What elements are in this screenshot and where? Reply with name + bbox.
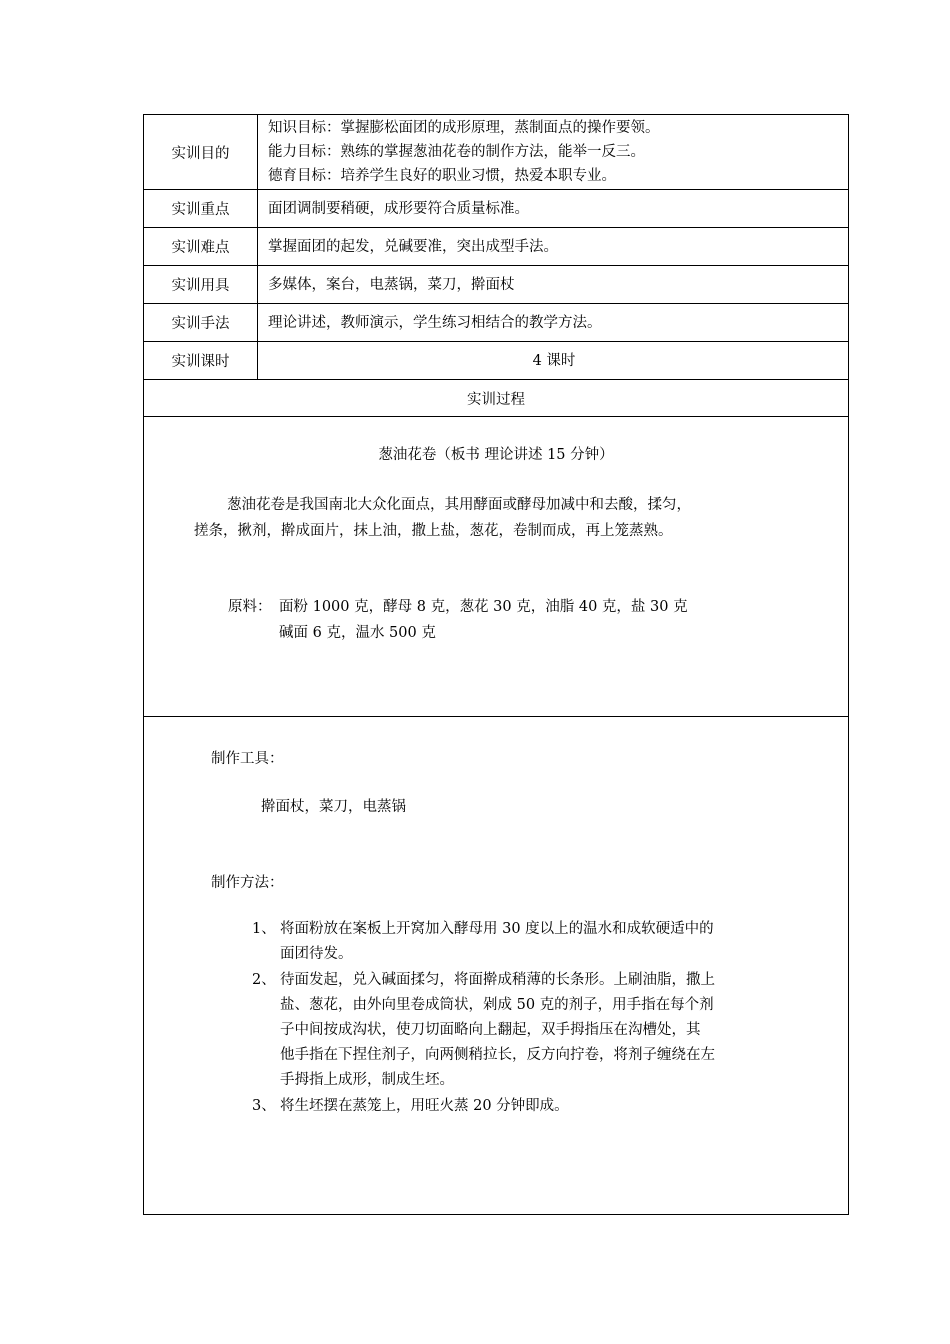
ingredients-label: 原料： [228,599,272,615]
step-number: 1、 [252,921,276,937]
row-value [258,228,848,265]
row-value [258,304,848,341]
tools-heading: 制作工具： [211,751,284,767]
step-number: 3、 [252,1098,276,1114]
objective-moral: 德育目标：培养学生良好的职业习惯，热爱本职专业。 [268,168,616,184]
step-line: 他手指在下捏住剂子，向两侧稍拉长，反方向拧卷，将剂子缠绕在左 [280,1047,715,1063]
step-line: 子中间按成沟状，使刀切面略向上翻起，双手拇指压在沟槽处，其 [280,1022,701,1038]
row-hours [144,342,848,380]
theory-section [144,417,848,717]
process-header: 实训过程 [144,380,848,417]
row-label: 实训课时 [144,342,258,379]
step-line: 将生坯摆在蒸笼上，用旺火蒸 20 分钟即成。 [280,1098,569,1114]
step-line: 将面粉放在案板上开窝加入酵母用 30 度以上的温水和成软硬适中的 [280,921,714,937]
procedure-section [144,717,848,1215]
row-label: 实训难点 [144,228,258,265]
row-text: 面团调制要稍硬，成形要符合质量标准。 [268,200,529,217]
row-value [258,190,848,227]
objective-ability: 能力目标：熟练的掌握葱油花卷的制作方法，能举一反三。 [268,144,645,160]
row-text: 4 课时 [532,352,576,369]
row-key-points [144,190,848,228]
intro-line: 搓条，揪剂，擀成面片，抹上油，撒上盐，葱花，卷制而成，再上笼蒸熟。 [194,523,673,539]
objective-knowledge: 知识目标：掌握膨松面团的成形原理，蒸制面点的操作要领。 [268,120,660,136]
row-value [258,115,848,189]
row-value [258,266,848,303]
row-label: 实训重点 [144,190,258,227]
row-difficulties [144,228,848,266]
row-label: 实训目的 [144,115,258,189]
row-text: 理论讲述，教师演示，学生练习相结合的教学方法。 [268,314,602,331]
tools-list: 擀面杖，菜刀，电蒸锅 [261,799,406,815]
row-text: 掌握面团的起发，兑碱要准，突出成型手法。 [268,238,558,255]
row-value [258,342,848,379]
intro-line: 葱油花卷是我国南北大众化面点，其用酵面或酵母加减中和去酸，揉匀， [227,497,691,513]
row-label: 实训手法 [144,304,258,341]
step-line: 待面发起，兑入碱面揉匀，将面擀成稍薄的长条形。上刷油脂，撒上 [280,972,715,988]
step-line: 盐、葱花，由外向里卷成筒状，剁成 50 克的剂子，用手指在每个剂 [280,997,714,1013]
section-title: 葱油花卷（板书 理论讲述 15 分钟） [378,447,614,463]
ingredients-line: 碱面 6 克，温水 500 克 [279,625,436,641]
method-heading: 制作方法： [211,875,284,891]
row-text: 多媒体，案台，电蒸锅，菜刀，擀面杖 [268,276,515,293]
step-number: 2、 [252,972,276,988]
lesson-plan-table [143,114,849,1215]
step-line: 面团待发。 [280,946,353,962]
row-label: 实训用具 [144,266,258,303]
row-tools [144,266,848,304]
step-line: 手拇指上成形，制成生坯。 [280,1072,454,1088]
ingredients-line: 面粉 1000 克，酵母 8 克，葱花 30 克，油脂 40 克，盐 30 克 [279,599,688,615]
row-objective [144,115,848,190]
row-method [144,304,848,342]
